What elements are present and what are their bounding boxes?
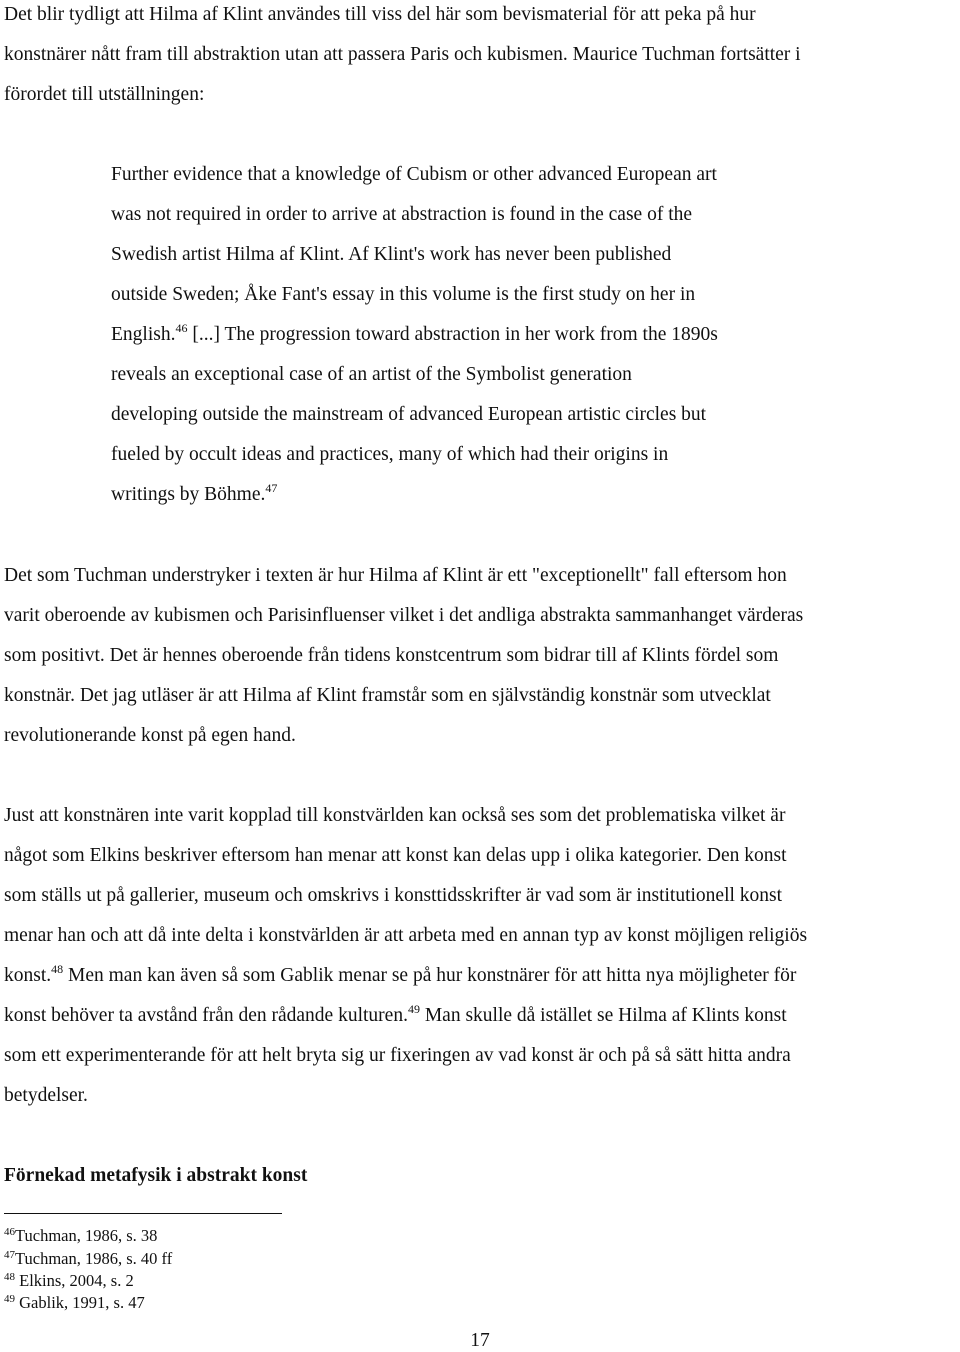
footnote-ref-49: 49 <box>407 1002 420 1016</box>
para3-text: konst. <box>4 965 52 986</box>
quote-line: outside Sweden; Åke Fant's essay in this volume is the first study on her in <box>111 284 696 305</box>
footnote-ref-47: 47 <box>265 481 278 495</box>
quote-line: developing outside the mainstream of advanced European artistic circles but <box>111 404 707 425</box>
para2-line: som positivt. Det är hennes oberoende från tidens konstcentrum som bidrar till af Klints fördel som <box>4 645 779 666</box>
page-number: 17 <box>470 1330 490 1351</box>
para1-line: Det blir tydligt att Hilma af Klint användes till viss del här som bevismaterial för att peka på hur <box>4 4 756 25</box>
quote-text: [...] The progression toward abstraction in her work from the 1890s <box>187 324 718 345</box>
footnote-ref-46: 46 <box>175 321 188 335</box>
section-heading: Förnekad metafysik i abstrakt konst <box>4 1165 308 1186</box>
footnote <box>4 1249 172 1269</box>
quote-line: Further evidence that a knowledge of Cubism or other advanced European art <box>111 164 717 185</box>
footnote <box>4 1226 157 1246</box>
footnote-ref-48: 48 <box>51 962 64 976</box>
para1-line: konstnärer nått fram till abstraktion utan att passera Paris och kubismen. Maurice Tuchman fortsätter i <box>4 44 801 65</box>
footnote-number: 48 <box>4 1271 15 1283</box>
para3-line: som ställs ut på gallerier, museum och omskrivs i konsttidsskrifter är vad som är institutionell konst <box>4 885 783 906</box>
para3-line <box>4 1002 787 1027</box>
para3-line: Just att konstnären inte varit kopplad till konstvärlden kan också ses som det problematiska vilket är <box>4 805 786 826</box>
para3-line: menar han och att då inte delta i konstvärlden är att arbeta med en annan typ av konst möjligen religiös <box>4 925 808 946</box>
footnote <box>4 1293 145 1313</box>
para3-line <box>4 962 797 987</box>
quote-line <box>111 321 718 346</box>
para3-text: Men man kan även så som Gablik menar se på hur konstnärer för att hitta nya möjligheter för <box>63 965 797 986</box>
quote-line <box>111 481 278 506</box>
quote-text: English. <box>111 324 176 345</box>
para3-line: betydelser. <box>4 1085 88 1106</box>
footnote <box>4 1271 134 1291</box>
footnote-text: Tuchman, 1986, s. 38 <box>15 1226 158 1245</box>
para2-line: konstnär. Det jag utläser är att Hilma af Klint framstår som en självständig konstnär som utvecklat <box>4 685 771 706</box>
footnote-number: 49 <box>4 1293 15 1305</box>
footnote-number: 46 <box>4 1226 15 1238</box>
footnote-separator <box>4 1213 282 1214</box>
footnote-number: 47 <box>4 1249 15 1261</box>
footnote-text: Gablik, 1991, s. 47 <box>15 1293 145 1312</box>
para1-line: förordet till utställningen: <box>4 84 205 105</box>
para3-text: Man skulle då istället se Hilma af Klints konst <box>419 1005 787 1026</box>
quote-line: was not required in order to arrive at abstraction is found in the case of the <box>111 204 693 225</box>
quote-line: Swedish artist Hilma af Klint. Af Klint's work has never been published <box>111 244 672 265</box>
para2-line: varit oberoende av kubismen och Parisinfluenser vilket i det andliga abstrakta sammanhanget värderas <box>4 605 804 626</box>
footnote-text: Elkins, 2004, s. 2 <box>15 1271 134 1290</box>
para2-line: revolutionerande konst på egen hand. <box>4 725 296 746</box>
quote-text: writings by Böhme. <box>111 484 266 505</box>
para3-text: konst behöver ta avstånd från den rådande kulturen. <box>4 1005 408 1026</box>
para3-line: något som Elkins beskriver eftersom han menar att konst kan delas upp i olika kategorier. Den konst <box>4 845 787 866</box>
para3-line: som ett experimenterande för att helt bryta sig ur fixeringen av vad konst är och på så sätt hitta andra <box>4 1045 791 1066</box>
quote-line: fueled by occult ideas and practices, many of which had their origins in <box>111 444 669 465</box>
quote-line: reveals an exceptional case of an artist of the Symbolist generation <box>111 364 632 385</box>
para2-line: Det som Tuchman understryker i texten är hur Hilma af Klint är ett "exceptionellt" fall eftersom hon <box>4 565 787 586</box>
footnote-text: Tuchman, 1986, s. 40 ff <box>15 1249 173 1268</box>
